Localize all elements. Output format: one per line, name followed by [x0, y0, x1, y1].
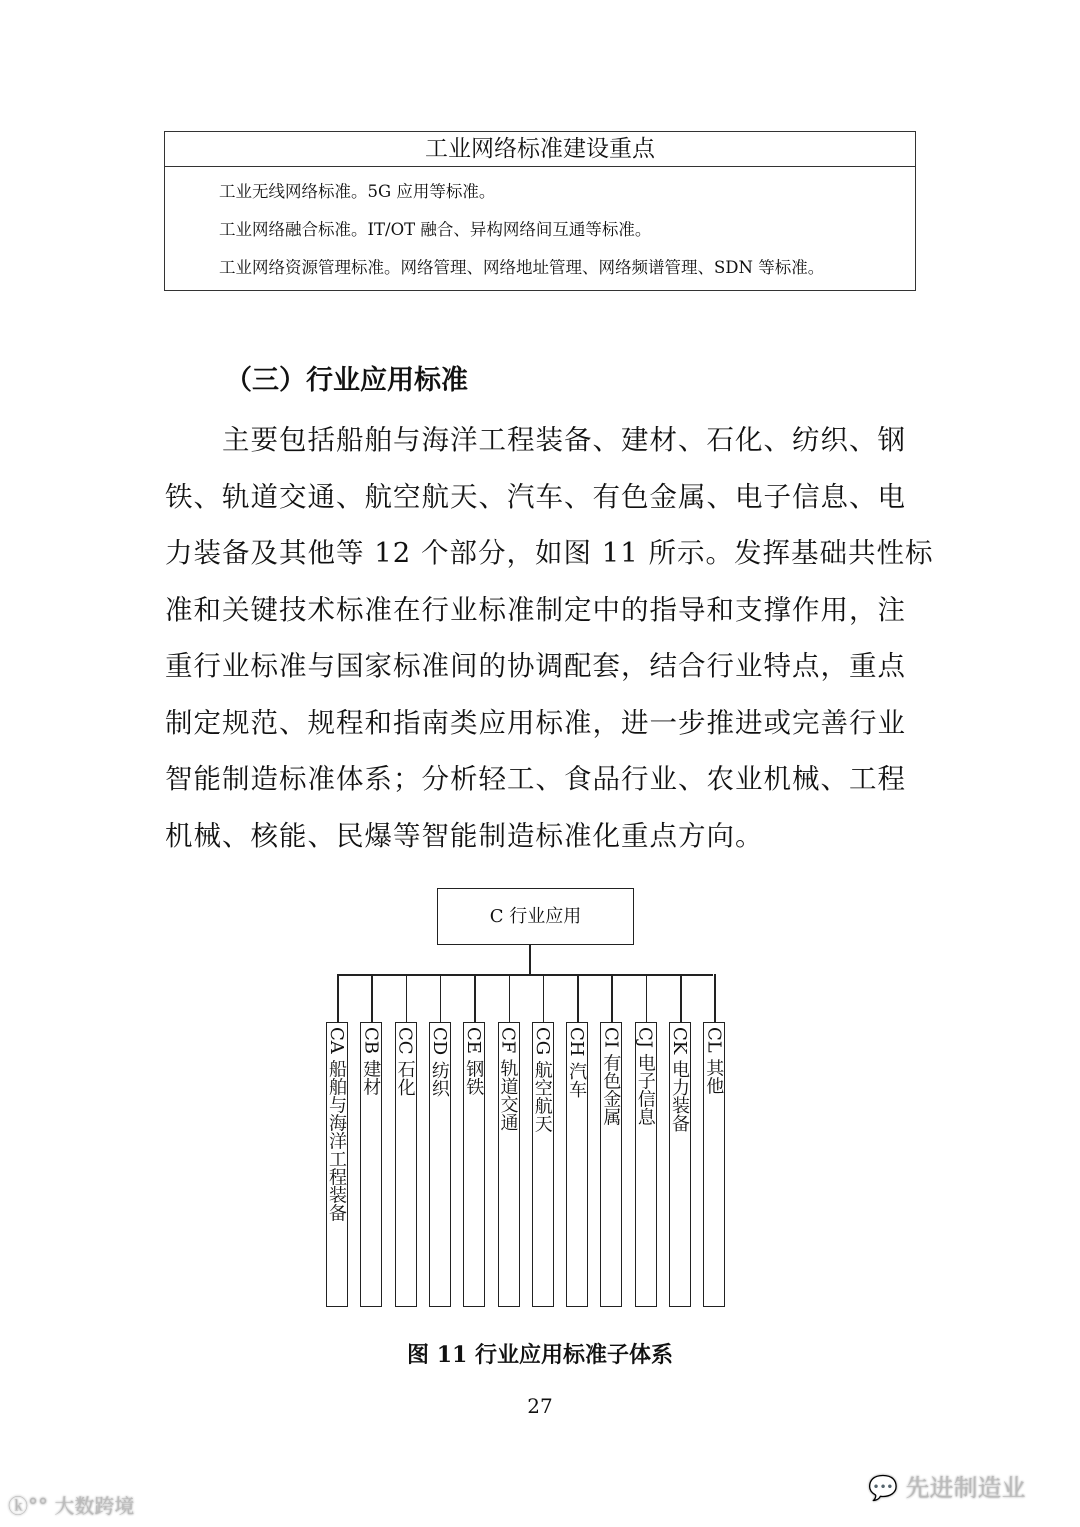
- wechat-icon: 💬: [868, 1474, 906, 1502]
- logo-icon: ⓚ°°: [8, 1494, 55, 1518]
- diagram-leaf: CI 有色金属: [600, 1022, 622, 1307]
- diagram-root: C 行业应用: [437, 888, 634, 945]
- table-row: 工业网络资源管理标准。网络管理、网络地址管理、网络频谱管理、SDN 等标准。: [219, 258, 825, 277]
- paragraph-line: 准和关键技术标准在行业标准制定中的指导和支撑作用，注: [165, 593, 906, 626]
- table-row: 工业无线网络标准。5G 应用等标准。: [219, 182, 496, 201]
- connector-line: [577, 974, 579, 1022]
- connector-line: [714, 974, 716, 1022]
- diagram-leaf: CC 石化: [395, 1022, 417, 1307]
- watermark-text: 大数跨境: [54, 1494, 135, 1518]
- connector-line: [371, 974, 373, 1022]
- connector-line: [680, 974, 682, 1022]
- paragraph-line: 铁、轨道交通、航空航天、汽车、有色金属、电子信息、电: [165, 480, 906, 513]
- connector-line: [440, 974, 442, 1022]
- watermark-text: 先进制造业: [905, 1474, 1026, 1502]
- diagram-leaf: CG 航空航天: [532, 1022, 554, 1307]
- paragraph-line: 制定规范、规程和指南类应用标准，进一步推进或完善行业: [165, 706, 906, 739]
- table-row: 工业网络融合标准。IT/OT 融合、异构网络间互通等标准。: [219, 220, 652, 239]
- connector-line: [509, 974, 511, 1022]
- standards-table: [164, 131, 916, 291]
- diagram-leaf: CB 建材: [360, 1022, 382, 1307]
- paragraph-line: 智能制造标准体系；分析轻工、食品行业、农业机械、工程: [165, 763, 906, 795]
- connector-line: [529, 944, 531, 975]
- page-number: 27: [527, 1394, 553, 1418]
- diagram-leaf: CA 船舶与海洋工程装备: [326, 1022, 348, 1307]
- connector-line: [337, 974, 713, 976]
- table-title: 工业网络标准建设重点: [165, 132, 915, 167]
- paragraph-line: 机械、核能、民爆等智能制造标准化重点方向。: [165, 819, 764, 852]
- connector-line: [611, 974, 613, 1022]
- connector-line: [543, 974, 545, 1022]
- diagram-leaf: CK 电力装备: [669, 1022, 691, 1307]
- diagram-leaf: CJ 电子信息: [635, 1022, 657, 1307]
- diagram-leaf: CL 其他: [703, 1022, 725, 1307]
- paragraph-line: 重行业标准与国家标准间的协调配套，结合行业特点，重点: [165, 650, 906, 682]
- connector-line: [646, 974, 648, 1022]
- diagram-leaf: CH 汽车: [566, 1022, 588, 1307]
- diagram-leaf: CE 钢铁: [463, 1022, 485, 1307]
- figure-caption: 图 11 行业应用标准子体系: [407, 1342, 673, 1368]
- paragraph-line: 主要包括船舶与海洋工程装备、建材、石化、纺织、钢: [222, 424, 906, 456]
- paragraph-line: 力装备及其他等 12 个部分，如图 11 所示。发挥基础共性标: [165, 537, 934, 569]
- diagram-leaf: CF 轨道交通: [498, 1022, 520, 1307]
- watermark-left: [8, 1490, 134, 1519]
- section-heading: （三）行业应用标准: [225, 365, 468, 396]
- connector-line: [474, 974, 476, 1022]
- connector-line: [337, 974, 339, 1022]
- watermark-right: [868, 1468, 1026, 1503]
- connector-line: [406, 974, 408, 1022]
- diagram-leaf: CD 纺织: [429, 1022, 451, 1307]
